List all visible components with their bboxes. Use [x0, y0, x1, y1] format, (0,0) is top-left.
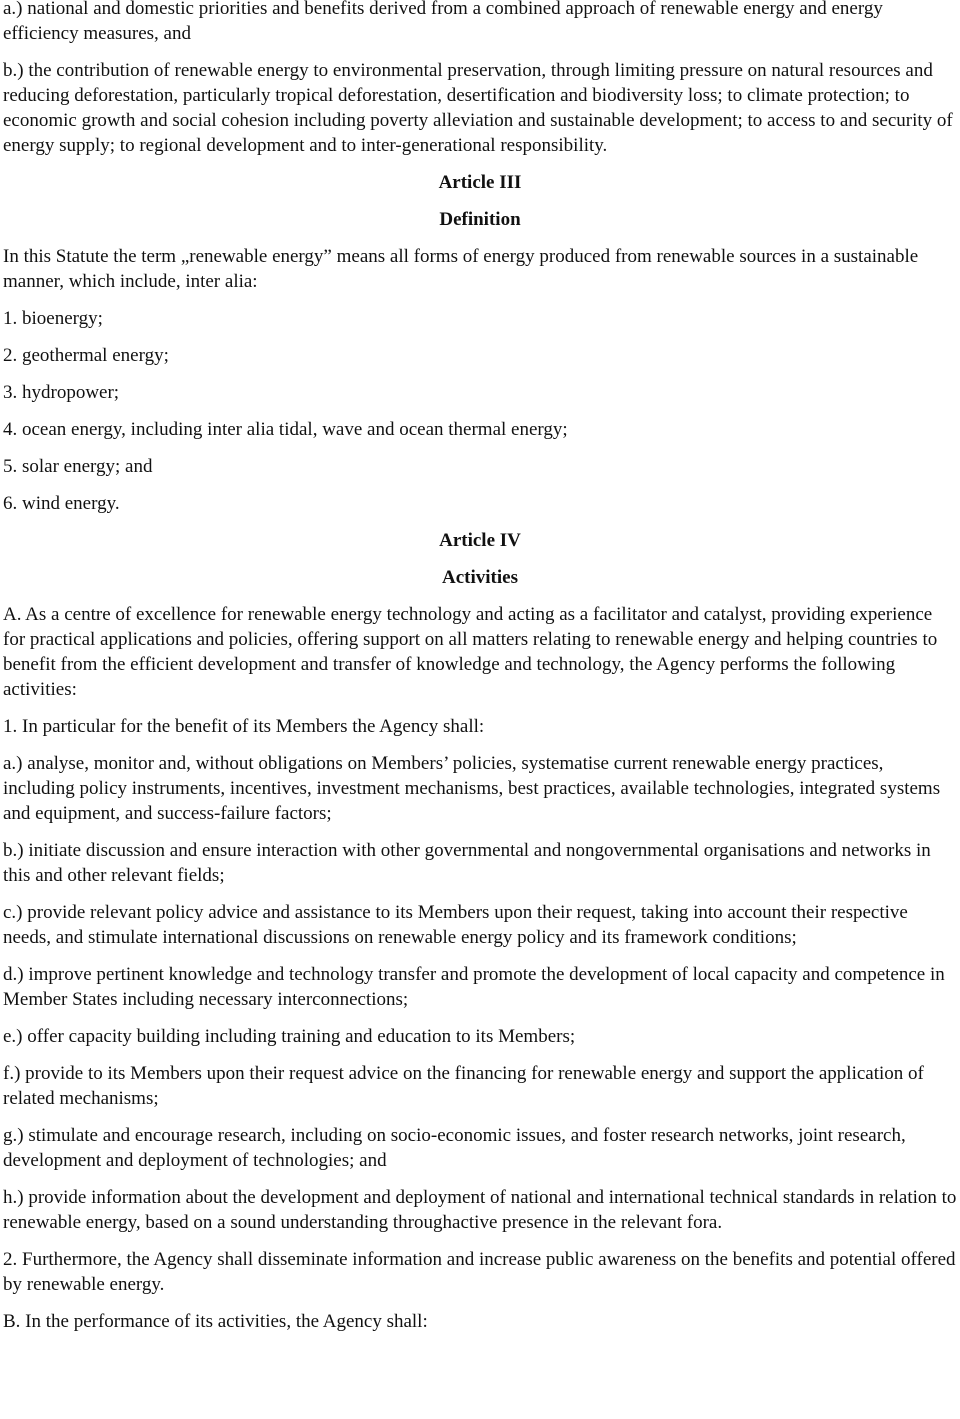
definition-list-item: 3. hydropower;	[3, 382, 120, 403]
activity-item: f.) provide to its Members upon their request advice on the financing for renewable energy and support the application of related mechanisms;	[3, 1063, 924, 1109]
activity-item: b.) initiate discussion and ensure interaction with other governmental and nongovernmental organisations and networks in this and other relevant fields;	[3, 840, 931, 886]
definition-list-item: 1. bioenergy;	[3, 308, 103, 329]
activity-item: g.) stimulate and encourage research, including on socio-economic issues, and foster research networks, joint research, development and deployment of technologies; and	[3, 1125, 906, 1171]
article-4-section-a: A. As a centre of excellence for renewable energy technology and acting as a facilitator and catalyst, providing experience for practical applications and policies, offering support on all matters relating to renewable energy and helping countries to benefit from the efficient development and transfer of knowledge and technology, the Agency performs the following activities:	[3, 604, 938, 700]
definition-list-item: 6. wind energy.	[3, 493, 120, 514]
activity-item: d.) improve pertinent knowledge and technology transfer and promote the development of local capacity and competence in Member States including necessary interconnections;	[3, 964, 945, 1010]
article-4-number: Article IV	[439, 530, 521, 551]
intro-item-b: b.) the contribution of renewable energy to environmental preservation, through limiting pressure on natural resources and reducing deforestation, particularly tropical deforestation, desertification and biodiversity loss; to climate protection; to economic growth and social cohesion including poverty alleviation and sustainable development; to access to and security of energy supply; to regional development and to inter-generational responsibility.	[3, 60, 953, 156]
activity-item: a.) analyse, monitor and, without obligations on Members’ policies, systematise current renewable energy practices, including policy instruments, incentives, investment mechanisms, best practices, available technologies, integrated systems and equipment, and success-failure factors;	[3, 753, 941, 824]
activity-item: h.) provide information about the development and deployment of national and international technical standards in relation to renewable energy, based on a sound understanding throughactive presence in the relevant fora.	[3, 1187, 957, 1233]
intro-item-a: a.) national and domestic priorities and benefits derived from a combined approach of renewable energy and energy efficiency measures, and	[3, 0, 883, 44]
article-4-point-2: 2. Furthermore, the Agency shall disseminate information and increase public awareness on the benefits and potential offered by renewable energy.	[3, 1249, 956, 1295]
article-3-body: In this Statute the term „renewable energy” means all forms of energy produced from renewable sources in a sustainable manner, which include, inter alia:	[3, 246, 919, 292]
activity-item: e.) offer capacity building including training and education to its Members;	[3, 1026, 576, 1047]
article-4-point-1: 1. In particular for the benefit of its Members the Agency shall:	[3, 716, 485, 737]
article-3-title: Definition	[439, 209, 521, 230]
definition-list-item: 2. geothermal energy;	[3, 345, 169, 366]
definition-list-item: 5. solar energy; and	[3, 456, 153, 477]
article-4-section-b: B. In the performance of its activities, the Agency shall:	[3, 1311, 428, 1332]
definition-list-item: 4. ocean energy, including inter alia tidal, wave and ocean thermal energy;	[3, 419, 568, 440]
article-4-title: Activities	[442, 567, 518, 588]
article-3-number: Article III	[438, 172, 522, 193]
activity-item: c.) provide relevant policy advice and assistance to its Members upon their request, taking into account their respective needs, and stimulate international discussions on renewable energy policy and its framework conditions;	[3, 902, 908, 948]
